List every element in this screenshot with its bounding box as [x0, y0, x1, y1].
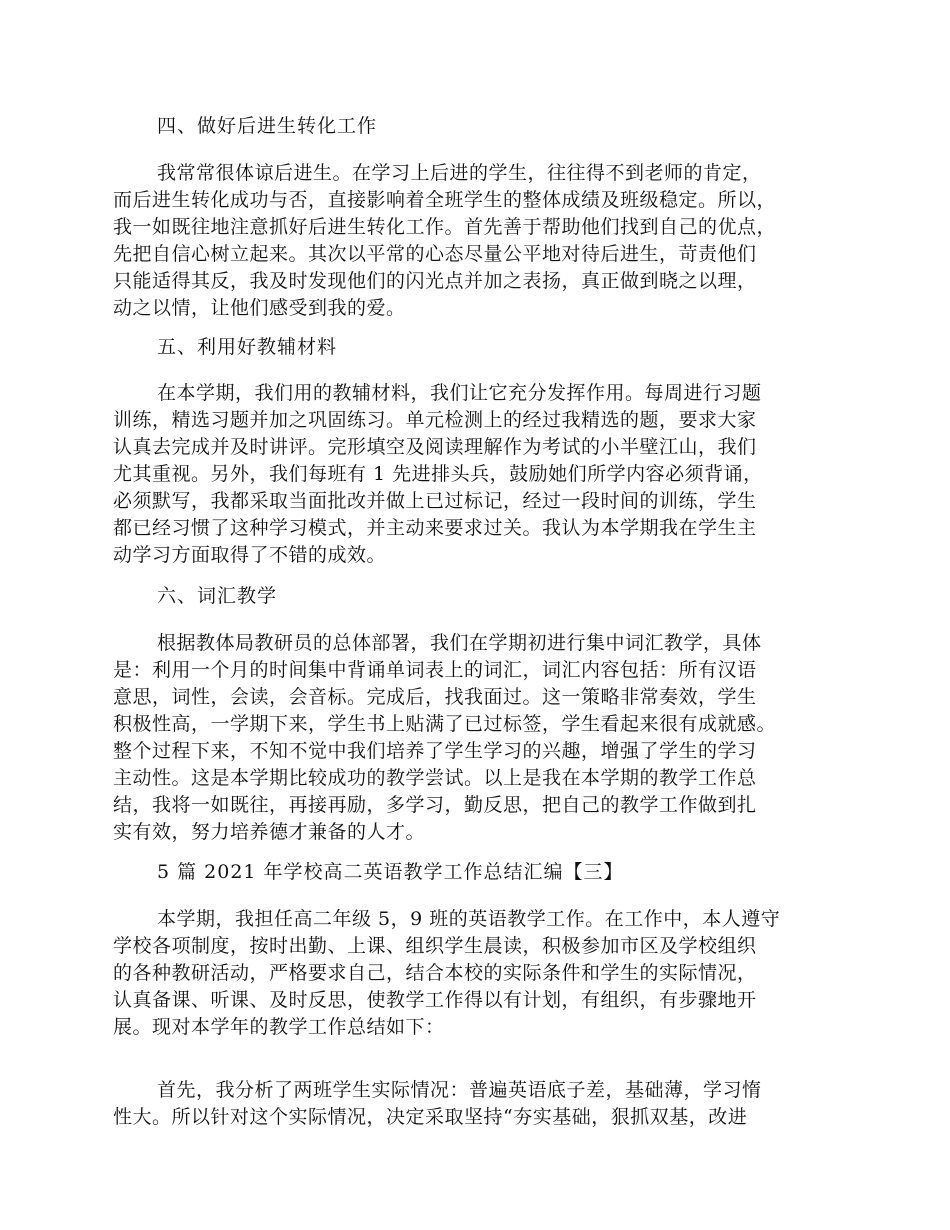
text-line: 整个过程下来，不知不觉中我们培养了学生学习的兴趣，增强了学生的学习 [113, 740, 757, 762]
paragraph [113, 630, 833, 846]
text-line: 都已经习惯了这种学习模式，并主动来要求过关。我认为本学期我在学生主 [113, 517, 757, 539]
text-line: 意思，词性，会读，会音标。完成后，找我面过。这一策略非常奏效，学生 [113, 686, 757, 708]
article-title: 5 篇 2021 年学校高二英语教学工作总结汇编【三】 [157, 861, 624, 883]
text-line: 性大。所以针对这个实际情况，决定采取坚持“夯实基础，狠抓双基，改进 [113, 1106, 748, 1128]
paragraph [113, 906, 833, 1068]
text-line: 动学习方面取得了不错的成效。 [113, 544, 387, 566]
section-heading: 四、做好后进生转化工作 [157, 115, 378, 137]
text-line: 认真备课、听课、及时反思，使教学工作得以有计划，有组织，有步骤地开 [113, 989, 757, 1011]
text-line: 先把自信心树立起来。其次以平常的心态尽量公平地对待后进生，苛责他们 [113, 243, 757, 265]
text-line: 实有效，努力培养德才兼备的人才。 [113, 821, 426, 843]
text-line: 的各种教研活动，严格要求自己，结合本校的实际条件和学生的实际情况， [113, 962, 757, 984]
text-line: 我一如既往地注意抓好后进生转化工作。首先善于帮助他们找到自己的优点， [113, 216, 777, 238]
text-line: 必须默写，我都采取当面批改并做上已过标记，经过一段时间的训练，学生 [113, 490, 757, 512]
text-line: 训练，精选习题并加之巩固练习。单元检测上的经过我精选的题，要求大家 [113, 409, 757, 431]
text-line: 结，我将一如既往，再接再励，多学习，勤反思，把自己的教学工作做到扎 [113, 794, 757, 816]
text-line: 而后进生转化成功与否，直接影响着全班学生的整体成绩及班级稳定。所以， [113, 189, 777, 211]
text-line: 尤其重视。另外，我们每班有 1 先进排头兵，鼓励她们所学内容必须背诵， [113, 463, 763, 485]
text-line [113, 1041, 833, 1068]
paragraph [113, 380, 833, 569]
text-line: 本学期，我担任高二年级 5，9 班的英语教学工作。在工作中，本人遵守 [157, 908, 781, 930]
text-line: 在本学期，我们用的教辅材料，我们让它充分发挥作用。每周进行习题 [157, 382, 762, 404]
text-line: 积极性高，一学期下来，学生书上贴满了已过标签，学生看起来很有成就感。 [113, 713, 777, 735]
text-line: 只能适得其反，我及时发现他们的闪光点并加之表扬，真正做到晓之以理， [113, 270, 757, 292]
paragraph [113, 160, 833, 322]
section-heading: 五、利用好教辅材料 [157, 336, 338, 358]
text-line: 主动性。这是本学期比较成功的教学尝试。以上是我在本学期的教学工作总 [113, 767, 757, 789]
text-line: 认真去完成并及时讲评。完形填空及阅读理解作为考试的小半壁江山，我们 [113, 436, 757, 458]
text-line: 是：利用一个月的时间集中背诵单词表上的词汇，词汇内容包括：所有汉语 [113, 659, 757, 681]
text-line: 首先，我分析了两班学生实际情况：普遍英语底子差，基础薄，学习惰 [157, 1079, 762, 1101]
text-line: 动之以情，让他们感受到我的爱。 [113, 297, 406, 319]
text-line: 学校各项制度，按时出勤、上课、组织学生晨读，积极参加市区及学校组织 [113, 935, 757, 957]
text-line: 根据教体局教研员的总体部署，我们在学期初进行集中词汇教学，具体 [157, 632, 762, 654]
text-line: 我常常很体谅后进生。在学习上后进的学生，往往得不到老师的肯定， [157, 162, 762, 184]
text-line: 展。现对本学年的教学工作总结如下： [113, 1016, 445, 1038]
section-heading: 六、词汇教学 [157, 585, 278, 607]
paragraph [113, 1077, 833, 1131]
